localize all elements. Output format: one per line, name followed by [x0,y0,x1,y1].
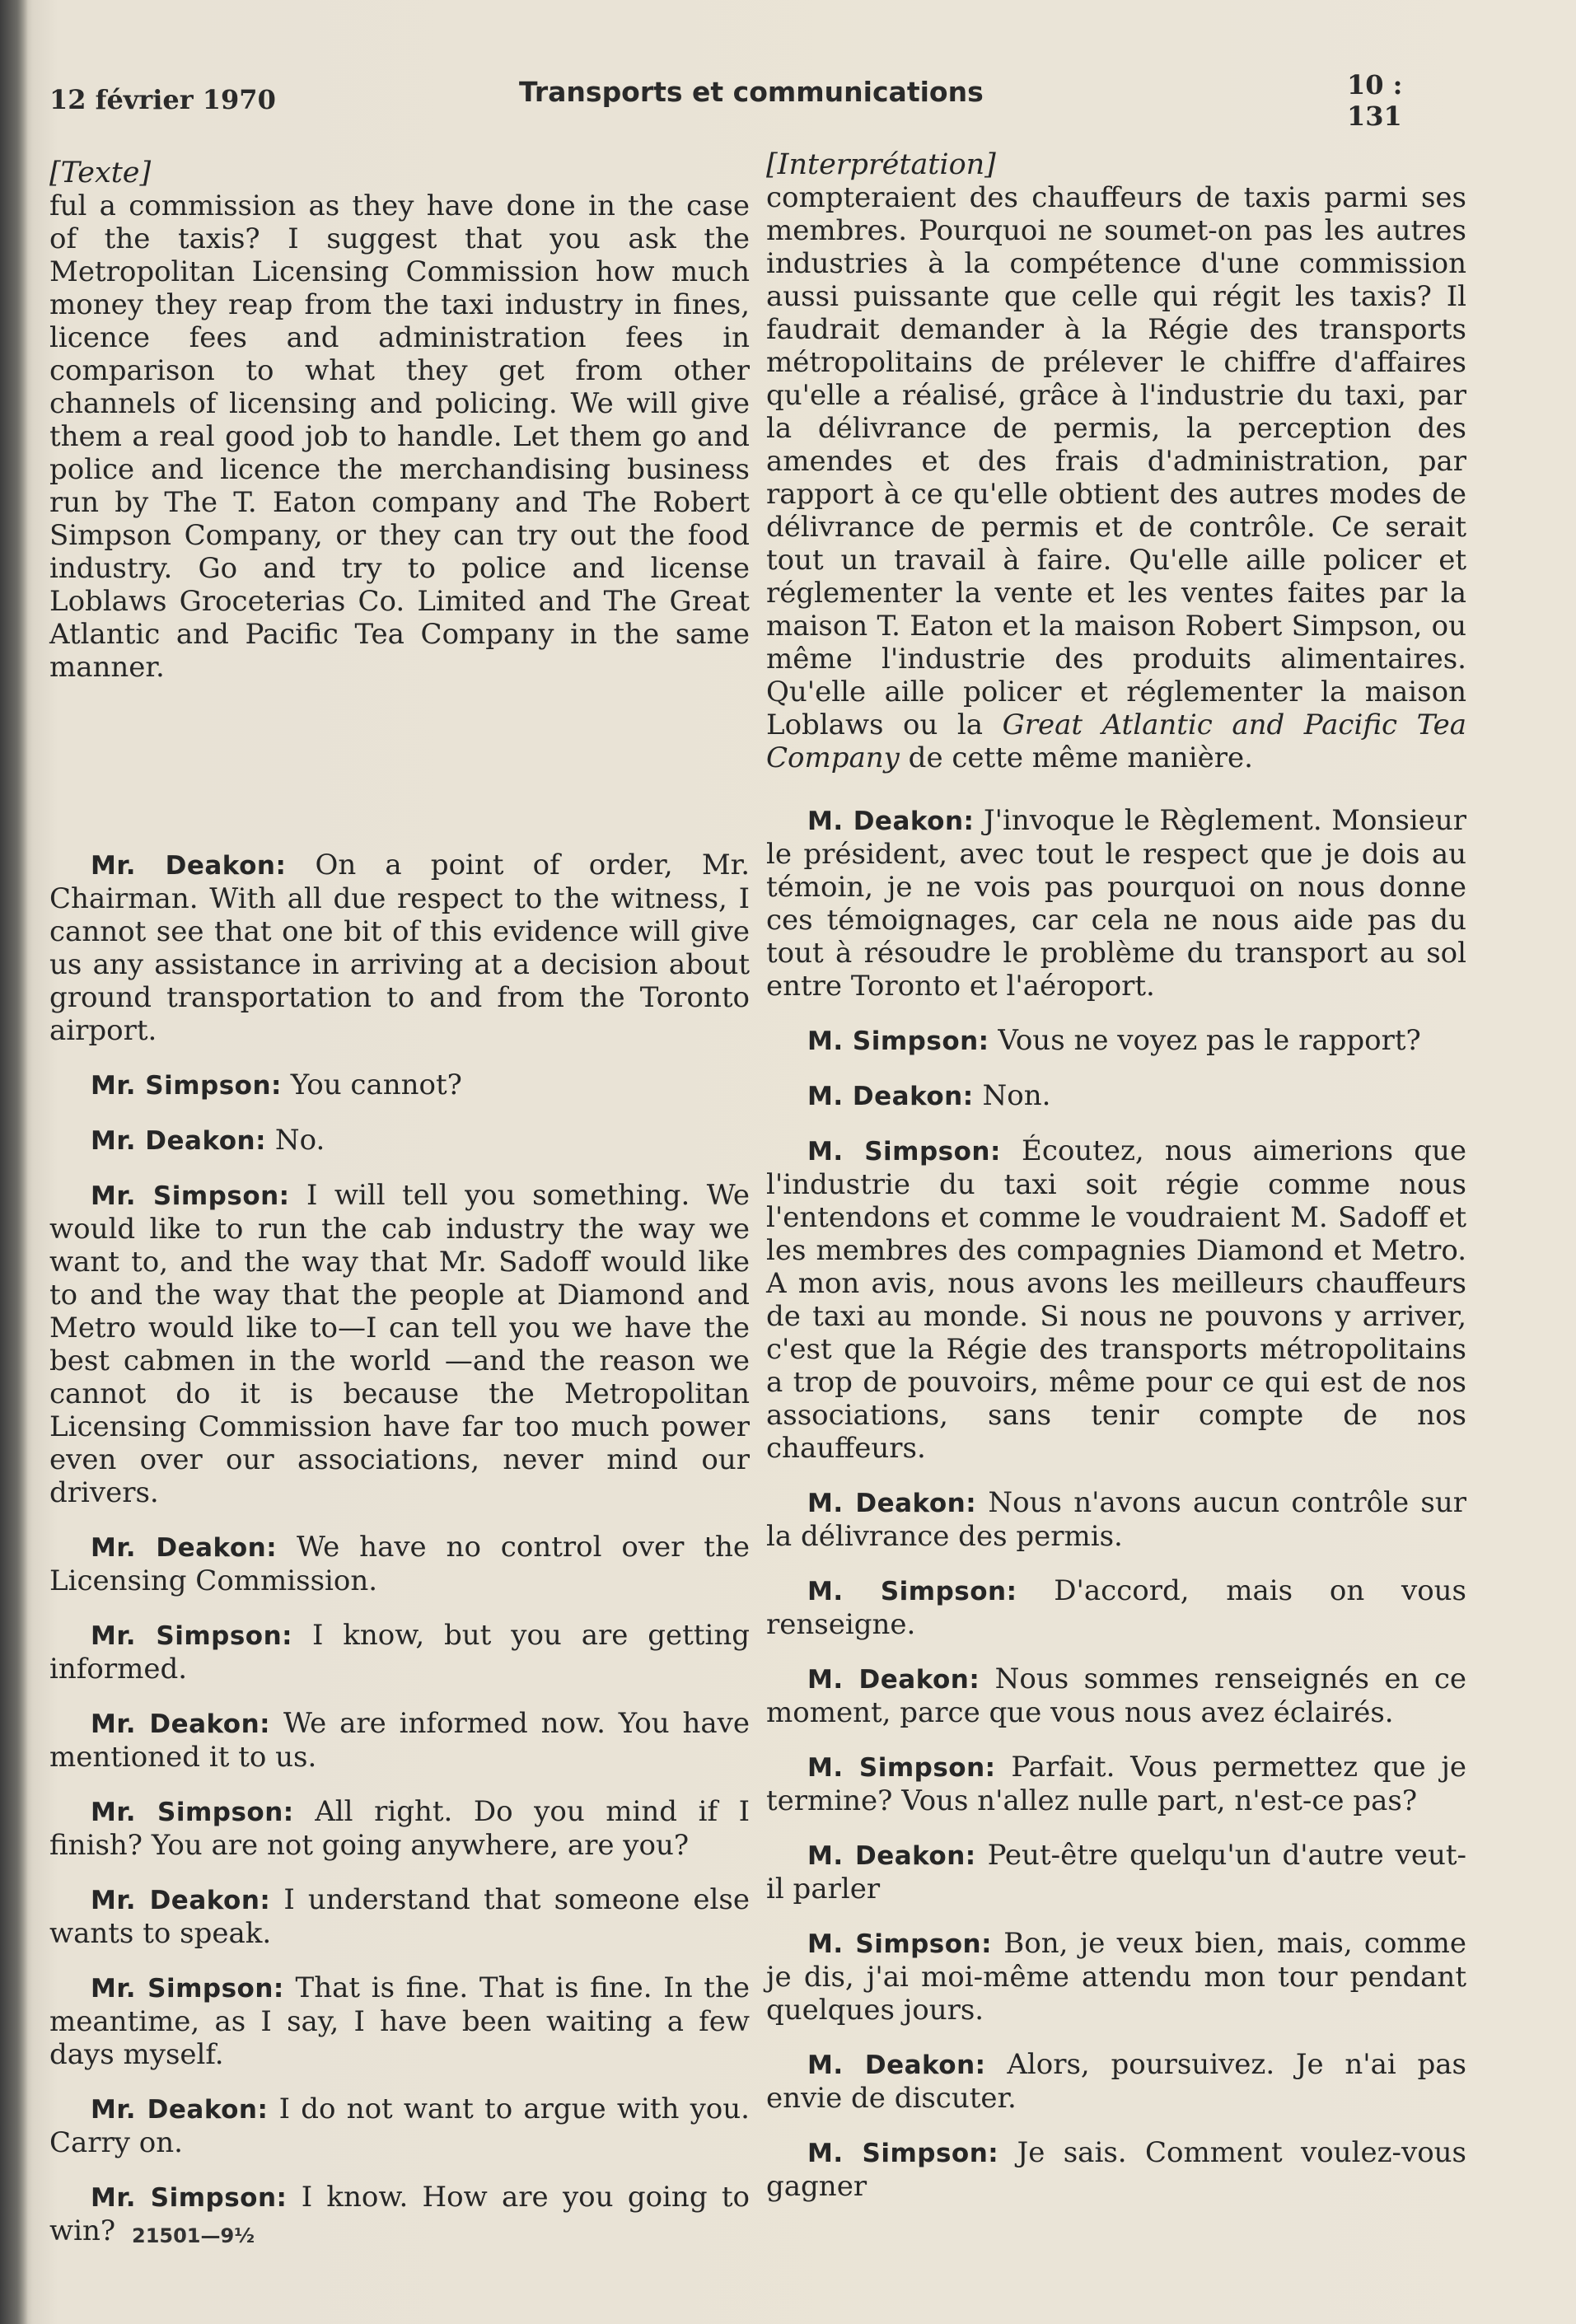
speaker-name: Mr. Simpson: [91,1621,293,1651]
french-speech [766,1486,1466,1553]
speech-text: J'invoque le Règlement. Monsieur le président, avec tout le respect que je dois au témoin, je ne vois pas pourquoi on nous donne ces témoignages, car cela ne nous aide pas du tout à résoudre le problème du transport au sol entre Toronto et l'aéroport. [766,804,1466,1003]
french-speech [766,1079,1466,1113]
english-speech [49,1707,750,1774]
speaker-name: M. Deakon: [807,1489,977,1518]
speech-text: I will tell you something. We would like to run the cab industry the way we want to, and the way that Mr. Sadoff would like to and the way that the people at Diamond and Metro would like to—I can tell you we have the best cabmen in the world —and the reason we cannot do it is because the Metropolitan Licensing Commission have far too much power even over our associations, never mind our drivers. [49,1179,751,1509]
header-date: 12 février 1970 [49,84,276,115]
language-label-text: [Texte] [49,157,152,189]
speech-text: That is fine. That is fine. In the meantime, as I say, I have been waiting a few days myself. [49,1971,750,2071]
english-intro-paragraph: ful a commission as they have done in the case of the taxis? I suggest that you ask the Metropolitan Licensing Commission how much money they reap from the taxi industry in fines, licence fees and administration fees in comparison to what they get from other channels of licensing and policing. We will give them a real good job to handle. Let them go and police and licence the merchandising business run by The T. Eaton company and The Robert Simpson Company, or they can try out the food industry. Go and try to police and license Loblaws Groceterias Co. Limited and The Great Atlantic and Pacific Tea Company in the same manner. [49,189,750,684]
speaker-name: M. Deakon: [807,2050,986,2080]
speech-text: All right. Do you mind if I finish? You are not going anywhere, are you? [49,1795,750,1862]
french-speech [766,2136,1466,2203]
speech-text: Bon, je veux bien, mais, comme je dis, j'ai moi-même attendu mon tour pendant quelques jours. [766,1927,1467,2027]
speaker-name: M. Simpson: [807,1753,996,1783]
speaker-name: M. Deakon: [807,1665,980,1695]
speaker-name: Mr. Deakon: [91,1886,271,1915]
speaker-name: Mr. Simpson: [91,2183,288,2213]
speech-text: Nous sommes renseignés en ce moment, parce que vous nous avez éclairés. [766,1662,1466,1729]
speaker-name: M. Deakon: [807,1841,976,1871]
speech-text: D'accord, mais on vous renseigne. [766,1574,1467,1641]
speech-text: Non. [982,1079,1051,1112]
speech-text: Nous n'avons aucun contrôle sur la délivrance des permis. [766,1486,1466,1553]
english-column [49,157,750,2247]
speech-text: I know. How are you going to win? [49,2181,750,2247]
french-speech [766,1662,1466,1729]
english-speech [49,1179,750,1509]
french-speech [766,2048,1466,2115]
speaker-name: Mr. Simpson: [91,1798,294,1827]
french-speech [766,1839,1466,1905]
french-intro-paragraph [766,181,1466,774]
speaker-name: M. Simpson: [807,1026,989,1056]
french-speech [766,1134,1466,1465]
english-speech [49,1531,750,1597]
english-speech [49,1619,750,1686]
speech-text: I do not want to argue with you. Carry on. [49,2093,750,2159]
french-speech [766,1024,1466,1058]
english-speech [49,1795,750,1862]
french-column [766,148,1466,2203]
speaker-name: M. Deakon: [807,1082,974,1111]
speech-text: You cannot? [290,1068,462,1101]
language-label-text: [Interprétation] [766,148,996,181]
speech-text: Alors, poursuivez. Je n'ai pas envie de discuter. [766,2048,1466,2115]
speaker-name: Mr. Simpson: [91,1071,282,1101]
book-spine-shadow [0,0,28,2324]
printer-code: 21501—9½ [132,2224,255,2247]
english-speech [49,1124,750,1157]
french-speech [766,1751,1466,1817]
speech-text: I understand that someone else wants to speak. [49,1883,750,1950]
speaker-name: M. Simpson: [807,1137,1001,1167]
speaker-name: M. Simpson: [807,2139,999,2168]
french-intro-text-end: de cette même manière. [899,741,1253,774]
speech-text: Vous ne voyez pas le rapport? [998,1024,1421,1057]
english-speech [49,1068,750,1102]
speech-text: On a point of order, Mr. Chairman. With all due respect to the witness, I cannot see that one bit of this evidence will give us any assistance in arriving at a decision about ground transportation to and from the Toronto airport. [49,849,750,1047]
column-spacer [49,684,750,849]
speech-text: No. [274,1124,325,1157]
speech-text: We are informed now. You have mentioned it to us. [49,1707,751,1774]
speaker-name: Mr. Deakon: [91,1126,267,1156]
french-speech [766,1927,1466,2027]
english-speech [49,1883,750,1950]
french-speech [766,1574,1466,1641]
french-intro-text: compteraient des chauffeurs de taxis parmi ses membres. Pourquoi ne soumet-on pas les autres industries à la compétence d'une commission aussi puissante que celle qui régit les taxis? Il faudrait demander à la Régie des transports métropolitains de prélever le chiffre d'affaires qu'elle a réalisé, grâce à l'industrie du taxi, par la délivrance de permis, la perception des amendes et des frais d'administration, par rapport à ce qu'elle obtient des autres modes de délivrance de permis et de contrôle. Ce serait tout un travail à faire. Qu'elle aille policer et réglementer la vente et les ventes faites par la maison T. Eaton et la maison Robert Simpson, ou même l'industrie des produits alimentaires. Qu'elle aille policer et réglementer la maison Loblaws ou la [766,181,1466,741]
speaker-name: Mr. Simpson: [91,1974,284,2004]
speaker-name: Mr. Deakon: [91,1533,278,1563]
speaker-name: Mr. Deakon: [91,2095,269,2125]
english-speech [49,849,750,1047]
english-speech [49,1971,750,2071]
speech-text: Écoutez, nous aimerions que l'industrie du taxi soit régie comme nous l'entendons et comme le voudraient M. Sadoff et les membres des compagnies Diamond et Metro. A mon avis, nous avons les meilleurs chauffeurs de taxi au monde. Si nous ne pouvons y arriver, c'est que la Régie des transports métropolitains a trop de pouvoirs, même pour ce qui est de nos associations, sans tenir compte de nos chauffeurs. [766,1134,1467,1465]
speech-text: Je sais. Comment voulez-vous gagner [766,2136,1467,2203]
speech-text: I know, but you are getting informed. [49,1619,751,1686]
french-intro-italic-text: Great Atlantic and Pacific Tea Company [766,708,1466,774]
english-speech [49,2093,750,2159]
speaker-name: M. Simpson: [807,1929,993,1959]
french-speech [766,804,1466,1003]
speaker-name: Mr. Deakon: [91,851,287,881]
speech-text: Parfait. Vous permettez que je termine? Vous n'allez nulle part, n'est-ce pas? [766,1751,1467,1817]
header-page-number: 10 : 131 [1347,69,1403,132]
speaker-name: Mr. Deakon: [91,1709,271,1739]
running-header [49,69,1450,132]
header-title: Transports et communications [519,76,984,108]
speech-text: Peut-être quelqu'un d'autre veut-il parler [766,1839,1466,1905]
speaker-name: M. Deakon: [807,807,975,836]
column-spacer [766,774,1466,804]
speaker-name: M. Simpson: [807,1577,1017,1606]
speaker-name: Mr. Simpson: [91,1181,290,1211]
speech-text: We have no control over the Licensing Commission. [49,1531,750,1597]
